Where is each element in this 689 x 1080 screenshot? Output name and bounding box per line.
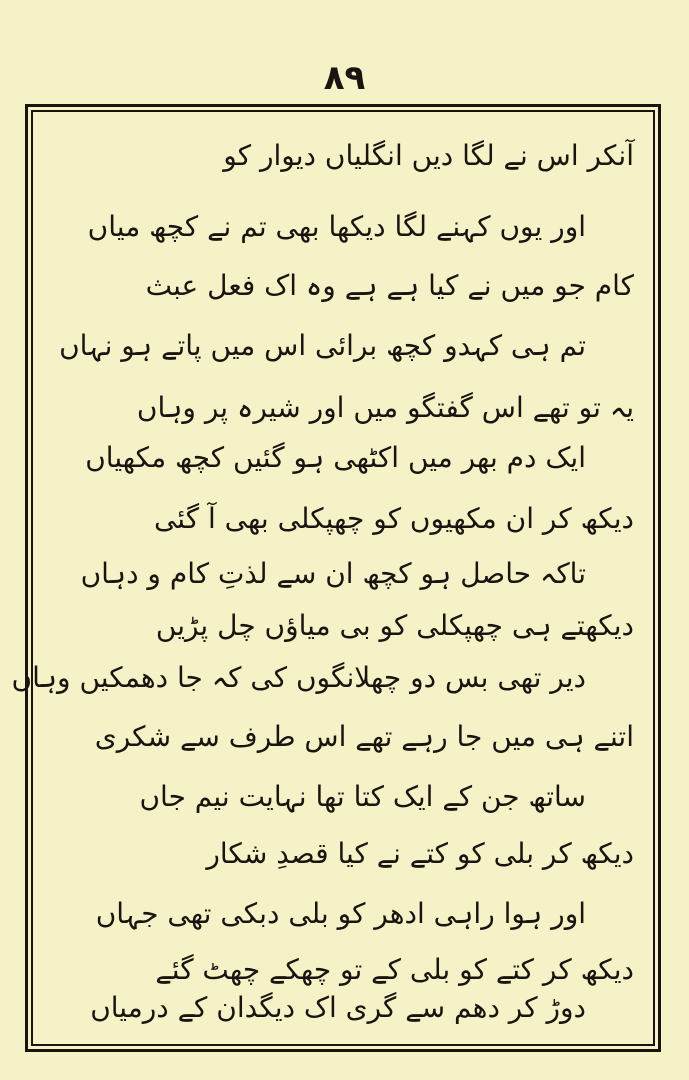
verse-line: ساتھ جن کے ایک کتا تھا نہایت نیم جاں — [139, 780, 586, 813]
verse-line: دیکھ کر کتے کو بلی کے تو چھکے چھٹ گئے — [155, 953, 634, 986]
verse-line: دیکھتے ہی چھپکلی کو بی میاؤں چل پڑیں — [155, 609, 634, 642]
verse-line: کام جو میں نے کیا ہے ہے وہ اک فعل عبث — [145, 269, 634, 302]
verse-line: آنکر اس نے لگا دیں انگلیاں دیوار کو — [223, 139, 634, 172]
verse-line: دیر تھی بس دو چھلانگوں کی کہ جا دھمکیں وہاں — [11, 661, 586, 694]
verse-line: دیکھ کر ان مکھیوں کو چھپکلی بھی آ گئی — [153, 502, 634, 535]
verse-line: تاکہ حاصل ہو کچھ ان سے لذتِ کام و دہاں — [80, 557, 586, 590]
verse-line: دوڑ کر دھم سے گری اک دیگدان کے درمیاں — [90, 991, 586, 1024]
page-number: ۸۹ — [323, 58, 366, 98]
verse-line: یہ تو تھے اس گفتگو میں اور شیرہ پر وہاں — [136, 391, 634, 424]
verse-line: اور ہوا راہی ادھر کو بلی دبکی تھی جہاں — [95, 897, 586, 930]
poem — [11, 118, 646, 1028]
verse-line: ایک دم بھر میں اکٹھی ہو گئیں کچھ مکھیاں — [85, 441, 586, 474]
verse-line: اور یوں کہنے لگا دیکھا بھی تم نے کچھ میاں — [87, 210, 586, 243]
verse-line: دیکھ کر بلی کو کتے نے کیا قصدِ شکار — [206, 837, 634, 870]
verse-line: اتنے ہی میں جا رہے تھے اس طرف سے شکری — [94, 720, 634, 753]
verse-line: تم ہی کہدو کچھ برائی اس میں پاتے ہو نہاں — [59, 329, 586, 362]
